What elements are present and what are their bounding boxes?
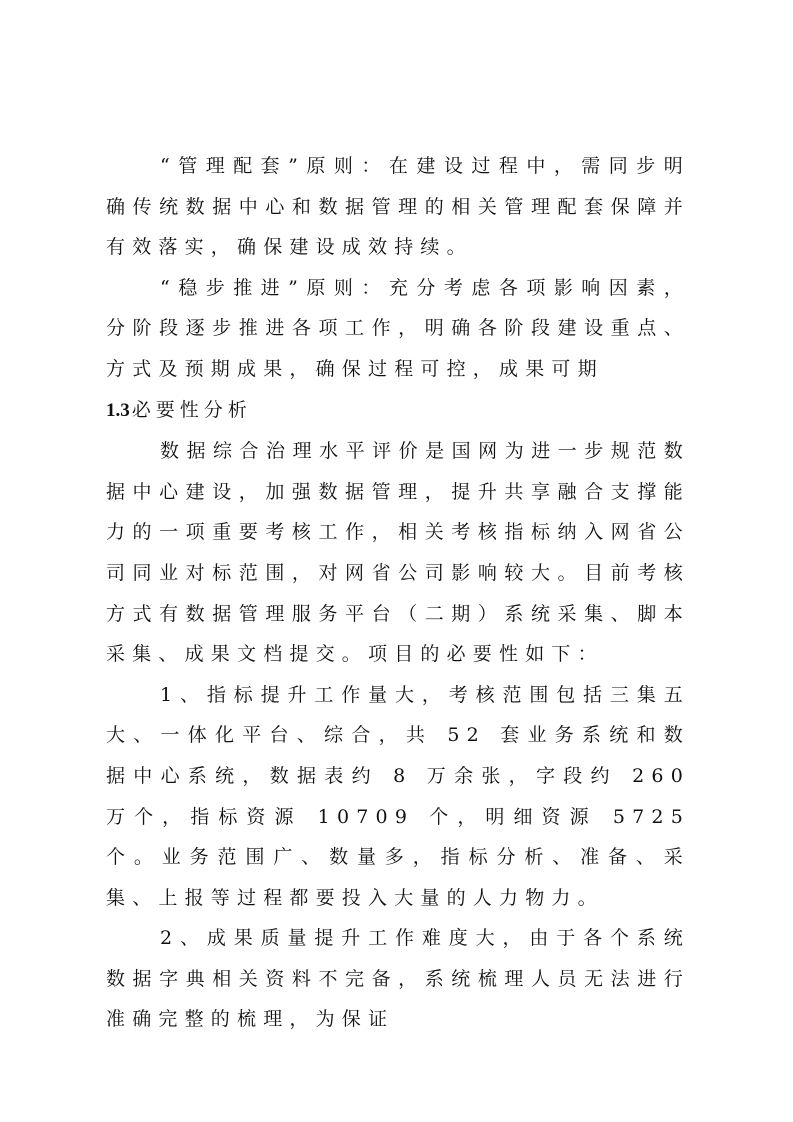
paragraph-necessity-item-2: 2、成果质量提升工作难度大，由于各个系统数据字典相关资料不完备，系统梳理人员无法进行准确完整的梳理，为保证 xyxy=(106,927,690,1031)
paragraph-necessity-item-1: 1、指标提升工作量大，考核范围包括三集五大、一体化平台、综合，共 52 套业务系统和数据中心系统，数据表约 8 万余张，字段约 260 万个，指标资源 10709 个，明细资源 5725 个。业务范围广、数量多，指标分析、准备、采集、上报等过程都要投入大量的人力物力。 xyxy=(106,683,690,909)
section-number: 1.3 xyxy=(106,399,130,421)
paragraph-management-principle: “管理配套”原则：在建设过程中，需同步明确传统数据中心和数据管理的相关管理配套保障并有效落实，确保建设成效持续。 xyxy=(106,155,690,259)
section-title: 必要性分析 xyxy=(131,398,252,421)
section-heading xyxy=(106,390,690,432)
document-page xyxy=(106,146,690,1040)
paragraph-steady-progress-principle: “稳步推进”原则：充分考虑各项影响因素，分阶段逐步推进各项工作，明确各阶段建设重点、方式及预期成果，确保过程可控，成果可期 xyxy=(106,276,690,380)
paragraph-evaluation-intro: 数据综合治理水平评价是国网为进一步规范数据中心建设，加强数据管理，提升共享融合支撑能力的一项重要考核工作，相关考核指标纳入网省公司同业对标范围，对网省公司影响较大。目前考核方式有数据管理服务平台（二期）系统采集、脚本采集、成果文档提交。项目的必要性如下： xyxy=(106,440,690,666)
